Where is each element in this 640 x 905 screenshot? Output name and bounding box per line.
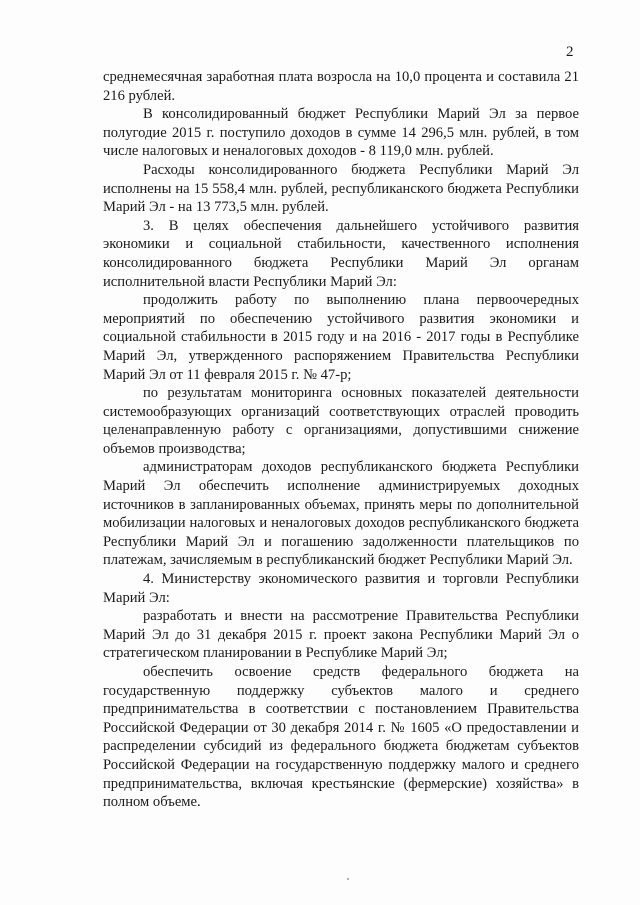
paragraph-budget-expenses: Расходы консолидированного бюджета Республики Марий Эл исполнены на 15 558,4 млн. рублей, республиканского бюджета Республики Марий Эл - на 13 773,5 млн. рублей. [103, 161, 579, 216]
scan-speck [347, 878, 349, 880]
document-body [103, 68, 579, 812]
paragraph-strategic-planning-law: разработать и внести на рассмотрение Правительства Республики Марий Эл до 31 декабря 2015 г. проект закона Республики Марий Эл о стратегическом планировании в Республике Марий Эл; [103, 608, 579, 662]
page-number: 2 [566, 44, 574, 60]
paragraph-revenue-administrators: администраторам доходов республиканского бюджета Республики Марий Эл обеспечить исполнение администрируемых доходных источников в запланированных объемах, принять меры по дополнительной мобилизации налоговых и неналоговых доходов республиканского бюджета Республики Марий Эл и погашению задолженности плательщиков по платежам, зачисляемым в республиканский бюджет Республики Марий Эл. [103, 459, 579, 569]
paragraph-salary: среднемесячная заработная плата возросла на 10,0 процента и составила 21 216 рублей. [103, 69, 579, 104]
paragraph-monitoring: по результатам мониторинга основных показателей деятельности системообразующих организаций соответствующих отраслей проводить целенаправленную работу с организациями, допустившими снижение объемов производства; [103, 385, 579, 457]
paragraph-item-3: 3. В целях обеспечения дальнейшего устойчивого развития экономики и социальной стабильности, качественного исполнения консолидированного бюджета Республики Марий Эл органам исполнительной власти Республики Марий Эл: [103, 217, 579, 290]
paragraph-budget-revenue: В консолидированный бюджет Республики Марий Эл за первое полугодие 2015 г. поступило доходов в сумме 14 296,5 млн. рублей, в том числе налоговых и неналоговых доходов - 8 119,0 млн. рублей. [103, 106, 579, 160]
paragraph-federal-funds: обеспечить освоение средств федерального бюджета на государственную поддержку субъектов малого и среднего предпринимательства в соответствии с постановлением Правительства Российской Федерации от 30 декабря 2014 г. № 1605 «О предоставлении и распределении субсидий из федерального бюджета бюджетам субъектов Российской Федерации на государственную поддержку малого и среднего предпринимательства, включая крестьянские (фермерские) хозяйства» в полном объеме. [103, 664, 579, 811]
paragraph-continue-work: продолжить работу по выполнению плана первоочередных мероприятий по обеспечению устойчивого развития экономики и социальной стабильности в 2015 году и на 2016 - 2017 годы в Республике Марий Эл, утвержденного распоряжением Правительства Республики Марий Эл от 11 февраля 2015 г. № 47-р; [103, 292, 579, 383]
paragraph-item-4: 4. Министерству экономического развития и торговли Республики Марий Эл: [103, 571, 579, 606]
